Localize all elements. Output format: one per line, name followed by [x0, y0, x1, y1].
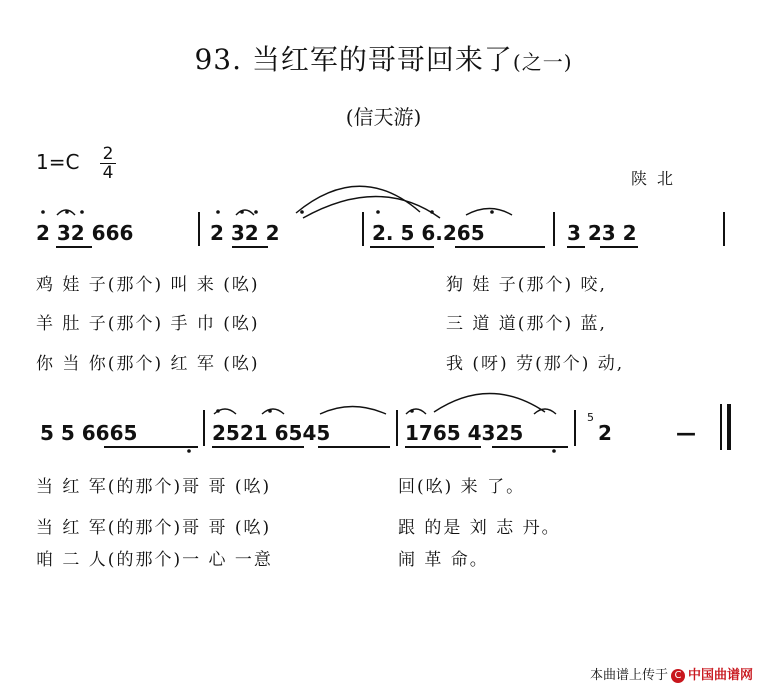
region-label: 陕北: [631, 169, 684, 188]
upload-credit: [590, 664, 753, 683]
lyric-1-2b: 三 道 道(那个) 蓝,: [446, 314, 607, 334]
measure-8: 2: [598, 421, 612, 445]
slur: [466, 209, 512, 216]
sustain-dash: —: [676, 421, 696, 445]
song-title-main: 93. 当红军的哥哥回来了: [194, 43, 513, 76]
measure-2: 2 32 2: [210, 221, 280, 245]
song-subtitle: (信天游): [345, 105, 422, 129]
lyric-2-1b: 回(吆) 来 了。: [398, 477, 526, 497]
measure-3: 2. 5 6.265: [372, 221, 485, 245]
upload-credit-text: 本曲谱上传于: [589, 668, 668, 683]
key-signature: 1=C: [36, 150, 80, 174]
measure-6: 2521 6545: [212, 421, 331, 445]
slur: [406, 409, 426, 414]
lyric-1-3a: 你 当 你(那个) 红 军 (吆): [36, 354, 260, 374]
lyric-2-2b: 跟 的是 刘 志 丹。: [398, 518, 561, 538]
song-title-suffix: (之一): [512, 50, 573, 74]
lyric-1-3b: 我 (呀) 劳(那个) 动,: [446, 354, 625, 374]
lyric-2-1a: 当 红 军(的那个)哥 哥 (吆): [36, 477, 272, 497]
lyric-1-1a: 鸡 娃 子(那个) 叫 来 (吆): [36, 275, 260, 295]
grace-note: 5: [587, 411, 594, 424]
measure-1: 2 32 666: [36, 221, 134, 245]
slur: [434, 394, 545, 413]
measure-7: 1765 4325: [405, 421, 524, 445]
lyric-2-3b: 闹 革 命。: [398, 550, 489, 570]
site-name: 中国曲谱网: [687, 668, 753, 683]
tie-arc: [303, 197, 440, 219]
slur: [320, 407, 386, 415]
time-numerator: 2: [102, 144, 114, 164]
time-denominator: 4: [102, 163, 114, 183]
measure-4: 3 23 2: [567, 221, 637, 245]
site-logo-icon: C: [671, 669, 685, 683]
slur: [262, 409, 284, 414]
measure-5: 5 5 6665: [40, 421, 138, 445]
lyric-1-1b: 狗 娃 子(那个) 咬,: [446, 275, 607, 295]
lyric-2-3a: 咱 二 人(的那个)一 心 一意: [36, 550, 273, 570]
lyric-2-2a: 当 红 军(的那个)哥 哥 (吆): [36, 518, 272, 538]
lyric-1-2a: 羊 肚 子(那个) 手 巾 (吆): [36, 314, 260, 334]
slur: [236, 210, 254, 215]
